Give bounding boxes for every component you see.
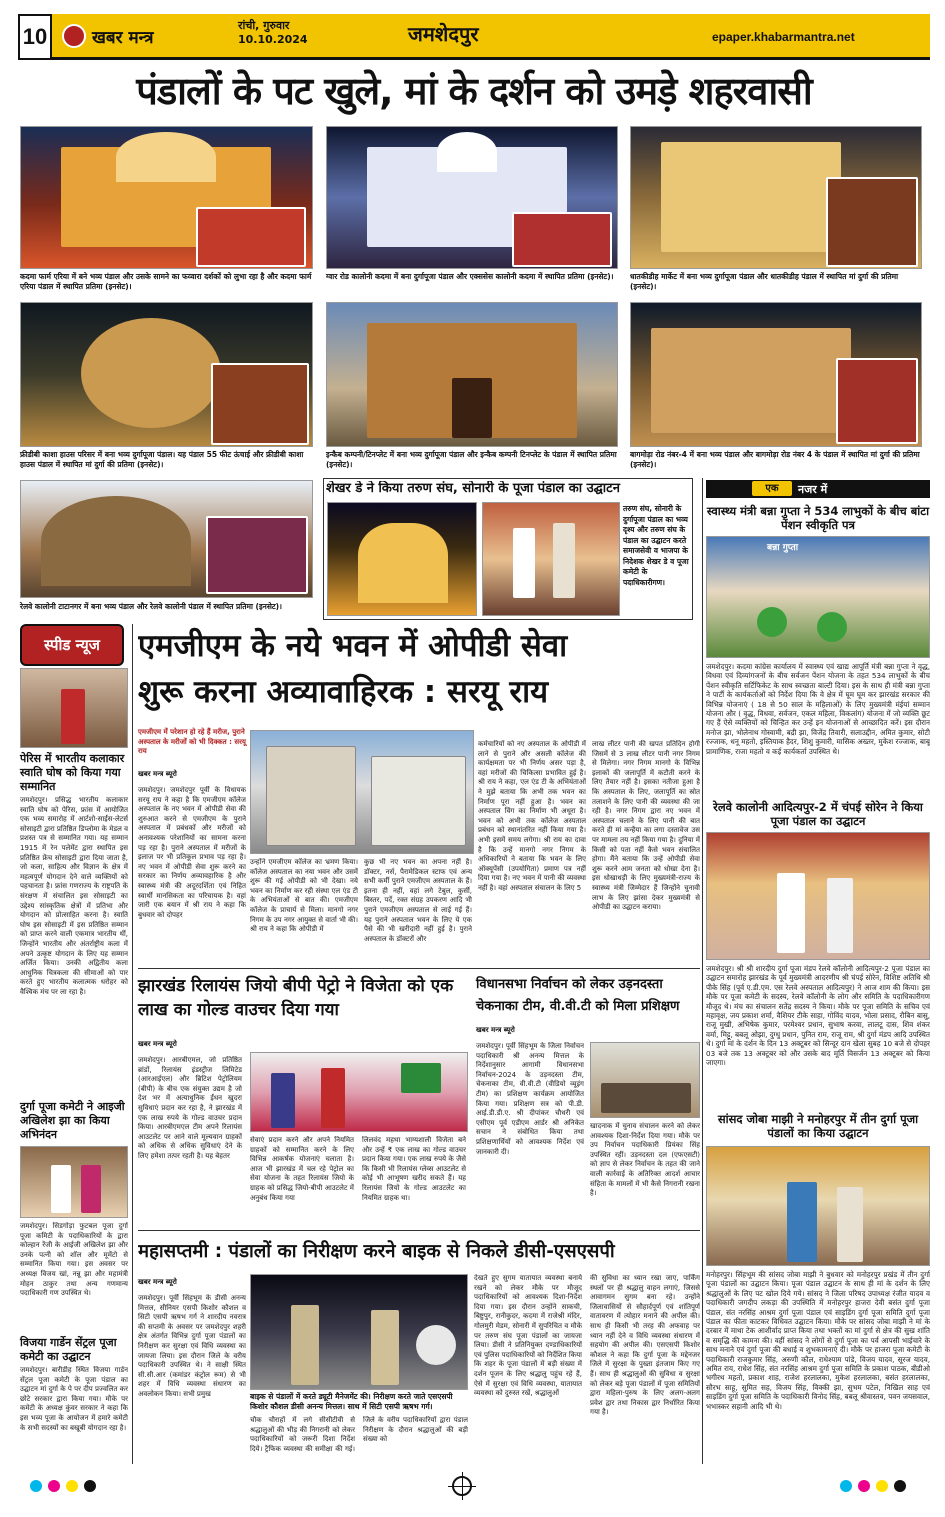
election-headline: विधानसभा निर्वाचन को लेकर उड़नदस्ता चेकनाका टीम, वी.वी.टी को मिला प्रशिक्षण [476,977,680,1014]
reliance-byline: खबर मन्त्र ब्यूरो [138,1040,177,1048]
reliance-col-2: सेवाएं प्रदान करने और अपने नियमित ग्राहकों को सम्मानित करने के लिए विभिन्न आकर्षक योजनाएं चलाता है। आज भी झारखंड में चल रहे पेट्रोल का सेवा योजना के तहत रिलायंस जियो के ग्राहक को प्रसिद्ध जियो-बीपी आउटलेट में अनुबंध किया गया [250,1136,354,1202]
footer-registration-marks [0,1468,945,1508]
mahasaptami-col-2: चौक चौराहों में लगे सीसीटीवी से श्रद्धालुओं की भीड़ की निगरानी को लेकर पदाधिकारियों को जरूरी दिशा निर्देश दिये। ट्रैफिक व्यवस्था की समीक्षा की गई। जिले के वरीय पदाधिकारियों द्वारा पंडाल निरीक्षण के दौरान श्रद्धालुओं की बड़ी संख्या को [250,1416,468,1453]
mahasaptami-col-1: जमशेदपुर। पूर्वी सिंहभूम के डीसी अनन्य मित्तल, सीनियर एसपी किशोर कौशल व सिटी एसपी ऋषभ गर्ग ने शारदीय नवरात्र की सप्तमी के अवसर पर जमशेदपुर शहरी क्षेत्र अंतर्गत विभिन्न दुर्गा पूजा पंडालों का निरीक्षण कर सुरक्षा एवं विधि व्यवस्था का जायजा लिया। इस दौरान जिले के वरीय पदाधिकारी उपस्थित थे। ने साक्षी स्थित सी.सी.आर (कमांडर कंट्रोल रूम) से भी शहर में विधि व्यवस्था संधारण का अवलोकन किया। सभी प्रमुख [138,1294,246,1398]
caption-railway-colony: रेलवे कालोनी टाटानगर में बना भव्य पंडाल और रेलवे कालोनी पंडाल में स्थापित प्रतिमा (इनसेट)। [20,602,282,611]
swati-ghosh-photo [20,668,128,748]
mgm-building-photo [250,730,474,854]
shekhar-headline: शेखर डे ने किया तरुण संघ, सोनारी के पूजा पंडाल का उद्घाटन [326,481,620,496]
caption-frndb: फ्रीडीबी काशा हाउस परिसर में बना भव्य दुर्गापूजा पंडाल। यह पंडाल 55 फीट ऊंचाई और फ्रीडीबी काशा हाउस पंडाल में स्थापित मां दुर्गा की प्रतिमा (इनसेट)। [20,450,304,469]
mgm-bullet-text: एमजीएम में परेशान हो रहे हैं मरीज, पुराने अस्पताल के मरीजों को भी दिक्कत : सरयू राय [138,728,246,755]
railway-body: जमशेदपुर। श्री श्री शारदीय दुर्गा पूजा मंडप रेलवे कॉलोनी आदित्यपुर-2 पूजा पंडाल का उद्घाटन समारोह झारखंड के पूर्व मुख्यमंत्री आदरणीय श्री चंपई सोरेन, विशिष्ट अतिथि श्री पीके सिंह (पूर्व ए.डी.एम. एस रेलवे अस्पताल आदित्यपुर) ने आज शाम की किया। इस मौके पर पूजा कमेटी के सदस्य, रेलवे कॉलोनी के लोग और समिति के पदाधिकारीगण मौजूद थे। मंच का संचालन सतेंद्र सदस्य ने किया। मौके पर पूजा समिति के सचिव एवं महावृक्ष, जय प्रकाश शर्मा, वैशियर टीके साहा, गोविंद यादव, भोला प्रसाद, रौबिन बासु, राजू मुखी, अभिषेक कुमार, परमेश्वर प्रधान, सुभाष करवा, लालटू दास, शिव शंकर वर्मा, मिट्टू, बबलू ओझा, दुग्धु प्रधान, पुनित राम, राजू राम, श्री दुर्गा मंडप आदि उपस्थित थे। दुर्गा मां के दर्शन के दिन 13 अक्टूबर को सिन्दूर दान खेला सुबह 10 बजे से दोपहर 03 बजे तक 13 अक्टूबर को और उसके बाद मूर्ति विसर्जन 13 अक्टूबर को किया जाएगा। [706,964,930,1068]
banna-gupta-photo [706,536,930,658]
joba-majhi-photo [706,1146,930,1266]
mahasaptami-col-4: की सुविधा का ध्यान रखा जाए, पार्किंग स्थलों पर ही श्रद्धालु वाहन लगाएं, जिससे आवागमन सुगम बना रहे। उन्होंने जिलावासियों से सौहार्दपूर्ण एवं शांतिपूर्ण वातावरण में त्योहार मनाने की अपील की। साथ ही किसी भी तरह की अफवाह पर ध्यान नहीं देने व विधि व्यवस्था संधारण में सहयोग की अपील की। एसएसपी किशोर कौशल ने कहा कि दुर्गा पूजा के मद्देनजर जिले में सुरक्षा के पुख्ता इंतजाम किए गए हैं। साथ ही श्रद्धालुओं की सुविधा व सुरक्षा को लेकर बड़े पूजा पंडालों में पूजा समितियों द्वारा महिला-पुरुष के लिए अलग-अलग प्रवेश द्वार तथा निकास द्वार निर्धारित किया गया है। [590,1274,700,1417]
mgm-byline: खबर मन्त्र ब्यूरो [138,770,177,778]
incab-pandal-photo [326,302,618,447]
reliance-col-3: लिलवंद महथा भाग्यशाली विजेता बने और उन्हें ₹ एक लाख का गोल्ड वाउचर प्रदान किया गया। एक लाख रुपये के जैसे कि किसी भी रिलायंस ग्लेव्स आउटलेट से कोई भी आभूषण खरीद सकते हैं। यह रिलायंस जियो के गोल्ड आउटलेट का नियमित ग्राहक था। [362,1136,466,1202]
epaper-url[interactable]: epaper.khabarmantra.net [712,30,855,44]
registration-crosshair-icon [452,1476,472,1496]
mgm-headline-1: एमजीएम के नये भवन में ओपीडी सेवा [138,628,568,664]
page-number-box [18,14,52,60]
mgm-col-4: कर्मचारियों को नए अस्पताल के ओपीडी में लाने से पुराने और असली कॉलेज की कार्यक्षमता पर भी निर्णय असर पड़ा है, वहां मरीजों की चिकित्सा प्रभावित हुई है। श्री राय ने कहा, एल एंड टी के अभियंताओं ने मुझे बताया कि अभी तक भवन का निर्माण पूरा नहीं हुआ है। भवन का अस्पताल विंग का निर्माण भी अधूरा है। भवन को अभी तक कॉलेज अस्पताल प्रबंधन को स्थानांतरित नहीं किया गया है। अभी इसमें समय लगेगा। श्री राय का दावा है कि उन्हें मानगो नगर निगम के अधिकारियों ने बताया कि भवन के लिए ऑक्यूपेंसी (उपयोगिता) प्रमाण पत्र नहीं दिया गया है। नए भवन में पानी की व्यवस्था नहीं है। वहां अस्पताल संचालन के लिए 5 [478,740,586,892]
mahasaptami-col-3: देखते हुए सुगम यातायात व्यवस्था बनाये रखने को लेकर मौके पर मौजूद पदाधिकारियों को आवश्यक दिशा-निर्देश दिया गया। इस दौरान उन्होंने साकची, बिष्टुपुर, रानीकुदर, कदमा में राजेश्री मंदिर, गोलमुरी मेडम, सोनारी में सुपरिचित व मौके पर तरुण संघ पूजा पंडालों का जायजा लिया। डीसी ने प्रतिनियुक्त दण्डाधिकारियों एवं पुलिस पदाधिकारियों को निर्देशित किया कि शहर के पूजा पंडालों में बड़ी संख्या में दर्शन पूजन के लिए श्रद्धालु पहुंच रहे हैं, ऐसे में सुरक्षा एवं विधि व्यवस्था, यातायात व्यवस्था को दुरुस्त रखें, श्रद्धालुओं [474,1274,582,1398]
mgm-bullet [138,728,248,757]
railway-colony-pandal-photo [20,480,313,598]
brand-name: खबर मन्त्र [92,27,154,48]
mahasaptami-byline: खबर मन्त्र ब्यूरो [138,1278,177,1286]
ek-nazar-body: जमशेदपुर। कदमा कांग्रेस कार्यालय में स्वास्थ्य एवं खाद्य आपूर्ति मंत्री बन्ना गुप्ता ने वृद्ध, विधवा एवं दिव्यांगजनों के बीच सर्वजन पेंशन योजना के तहत 534 लाभुकों के बीच पेंशन स्वीकृति सर्टिफिकेट के साथ स्वच्छता बाल्टी दिया। इस के साथ ही मंत्री बन्ना गुप्ता ने पार्टी के कार्यकर्ताओं को निर्देश दिया कि वे क्षेत्र में घूम घूम कर झारखंड सरकार की विभिन्न योजनाएं ( 18 से 50 साल के महिलाओं) के लिए मुख्यमंत्री मंईयां सम्मान योजना और ( वृद्ध, विधवा, सर्वजन, एकल महिला, विकलांग) योजना में जो व्यक्ति छूट गए हैं ऐसे व्यक्तियों को चिन्हित कर उन्हें इन योजनाओं से आच्छादित करें। इस दौरान मनोज झा, भोलेनाथ गोस्वामी, बद्री झा, विजेंद्र तिवारी, सलाउद्दीन, अमित कुमार, सोटी रज्जाक, धनू महतो, इस्तियाक हैदर, शिशु कुमारी, मासिक अख्तर, मुकेश रज्जाक, बाबू प्रामाणिक, राजा महतो व कई कार्यकर्ता उपस्थित थे। [706,662,930,756]
edition-name: जमशेदपुर [408,22,479,46]
caption-incab: इन्कैब कम्पनी/टिनप्लेट में बना भव्य दुर्गापूजा पंडाल और इन्कैब कम्पनी टिनप्लेट के पंडाल में स्थापित प्रतिमा (इनसेट)। [326,450,617,469]
tarun-sangh-pandal-photo [327,502,477,616]
issue-date: 10.10.2024 [238,33,308,46]
ek-tag: एक [752,481,792,496]
banna-gupta-banner: बन्ना गुप्ता [767,543,799,553]
lead-headline: पंडालों के पट खुले, मां के दर्शन को उमड़े शहरवासी [136,69,812,113]
gwar-road-pandal-photo [326,126,618,269]
reliance-col-1: जमशेदपुर। आरबीएमल, जो प्रतिष्ठित ब्रांडों, रिलायंस इंडस्ट्रीज लिमिटेड (आरआईएल) और ब्रिटिश पेट्रोलियम (बीपी) के बीच एक संयुक्त उद्यम है जो देश भर में अत्याधुनिक ईंधन खुदरा सुविधाएं प्रदान कर रहा है, ने झारखंड में एक लाख रुपये के गोल्ड वाउचर प्रदान किया। आरबीएमएल टीम अपने रिलायंस आउटलेट पर आने वाले मूल्यवान ग्राहकों को अधिक से अधिक सुविधाएं देने के लिए हमेशा तत्पर रहती है। यह बेहतर [138,1056,242,1160]
mgm-col-1: जमशेदपुर। जमशेदपुर पूर्वी के विधायक सरयू राय ने कहा है कि एमजीएम कॉलेज अस्पताल के नए भवन में ओपीडी सेवा की शुरुआत करने से एमजीएम के पुराने अस्पताल में प्रबंधकों और मरीजों को अनावश्यक परेशानियों का सामना करना पड़ रहा है। पुराने अस्पताल में मरीजों के इलाज पर भी प्रतिकूल प्रभाव पड़ रहा है। नए भवन में ओपीडी सेवा शुरू करने का सरकार का निर्णय अव्यावहारिक है और स्वास्थ्य मंत्री की अदूरदर्शिता एवं निहित स्वार्थी मानसिकता का परिचायक है। वहां जारी एक बयान में श्री राय ने कहा कि बुधवार को दोपहर [138,786,246,919]
section-divider-mahasaptami [138,1230,700,1231]
brand-logo [62,24,154,48]
mahasaptami-photo-caption: बाइक से पंडालों में करते ड्यूटी मैनेजमेंट की। निरीक्षण करते जाते एसएसपी किशोर कौशल डीसी अनन्य मित्तल। साथ में सिटी एसपी ऋषभ गर्ग। [250,1392,453,1411]
election-byline: खबर मन्त्र ब्यूरो [476,1026,515,1034]
dc-ssp-bike-photo [250,1274,468,1390]
durga-committee-headline: दुर्गा पूजा कमेटी ने आइजी अखिलेश झा का किया अभिनंदन [20,1100,125,1141]
mgm-col-5: लाख लीटर पानी की खपत प्रतिदिन होगी जिसमें से 3 लाख लीटर पानी नगर निगम से मिलेगा। नगर निगम मानगो के विभिन्न इलाकों की जलापूर्ति में कटौती करने के लिए तैयार नहीं है। इसका नतीजा हुआ है कि अस्पताल के लिए, जलापूर्ति का स्रोत तलाशने के लिए पानी की व्यवस्था की जा रही है। नगर निगम द्वारा नए भवन में अस्पताल चलाने के लिए पानी की बात करते ही मां कन्हैया का लगा दस्तावेज उस पर मामला तय नहीं किया गया है। दुनिया में किसी को पता नहीं कैसे भवन संचालित होगा। मैंने बताया कि उन्हें ओपीडी सेवा शुरू करने आम जनता को धोखा देना है। इस धोखाधड़ी के लिए मुख्यमंत्री-राज्य के स्वास्थ्य मंत्री जिम्मेदार हैं जिन्होंने चुनावी लाभ के लिए झांसा देकर मुख्यमंत्री से ओपीडी का उद्घाटन कराया। [592,740,700,912]
reliance-winner-photo [250,1052,468,1132]
paris-headline: पेरिस में भारतीय कलाकार स्वाति घोष को किया गया सम्मानित [20,752,125,793]
right-column-divider [702,478,703,1464]
logo-icon [62,24,86,48]
city-day: रांची, गुरुवार [238,19,290,32]
durga-committee-body: जमशेदपुर। सिडगोड़ा फुटबल पूजा दुर्गा पूजा कमिटी के पदाधिकारियों के द्वारा कोल्हान रेंजी के आईजी अखिलेश झा और उनके पत्नी को शॉल और मूमेंटो से सम्मानित किया गया। इस अवसर पर अध्यक्ष विजय खां, नन्नू झा और महामंत्री मोहन ठाकुर तथा अन्य गणमान्य पदाधिकारी गण उपस्थित थे। [20,1222,128,1298]
champai-soren-photo [706,832,930,960]
dateline [238,18,308,46]
bagmoda-pandal-photo [630,302,922,447]
caption-bagmoda: बागमोड़ा रोड नंबर-4 में बना भव्य पंडाल और बागमोड़ा रोड नंबर 4 के पंडाल में स्थापित मां दुर्गा की प्रतिमा (इनसेट)। [630,450,920,469]
mahasaptami-headline: महासप्तमी : पंडालों का निरीक्षण करने बाइक से निकले डीसी-एसएसपी [138,1241,615,1262]
akhilesh-jha-photo [20,1146,128,1218]
joba-headline: सांसद जोबा माझी ने मनोहरपुर में तीन दुर्गा पूजा पंडालों का किया उद्घाटन [717,1112,919,1140]
paris-body: जमशेदपुर। प्रसिद्ध भारतीय कलाकार स्वाति घोष को पेरिस, फ्रांस में आयोजित एक भव्य समारोह में आर्टशो-साईंस-लेटर्स सोसाइटी द्वारा प्रतिष्ठित डिप्लोमा के मेडल व प्रशस्त पत्र से सम्मानित गया। यह सम्मान 1915 में रेन पलेमेंट द्वारा स्थापित इस प्रतिष्ठित फ्रेंच सोसाइटी द्वारा दिया जाता है, जो कला, साहित्य और विज्ञान के क्षेत्र में महत्वपूर्ण योगदान देने वाले व्यक्तियों को पहचानता है। फ्रांस गणराज्य के राष्ट्रपति के संरक्षण में संचालित इस सोसाइटी का उद्देश्य सांस्कृतिक क्षेत्रों में प्रतिभा और योगदान को प्रोत्साहित करना है। स्वाति घोष इस सोसाइटी में इस प्रतिष्ठित सम्मान को प्राप्त करने वाली एकमात्र भारतीय थीं, जिन्होंने भारतीय और अंतर्राष्ट्रीय कला में अपने उत्कृष्ट योगदान के लिए यह सम्मान अर्जित किया। उनकी अद्वितीय कला आधुनिक चित्रकला की सीमाओं को पार करते हुए भारतीय कलात्मक धरोहर को वैश्विक मंच पर ला रहा है। [20,796,128,996]
frndb-pandal-photo [20,302,313,447]
shekhar-caption: तरुण संघ, सोनारी के दुर्गापूजा पंडाल का भव्य दृश्य और तरुण संघ के पंडाल का उद्घाटन करते समाजसेवी व भाजपा के निदेशक शेखर डे व पूजा कमेटी के पदाधिकारीगण। [623,504,689,587]
speed-news-label: स्पीड न्यूज [44,636,100,654]
caption-gwar-road: ग्वार रोड कालोनी कदमा में बना दुर्गापूजा पंडाल और एक्ससेस कालोनी कदमा में स्थापित प्रतिमा (इनसेट)। [326,272,614,281]
nazar-tag: नजर में [798,483,828,496]
reliance-headline: झारखंड रिलायंस जियो बीपी पेट्रो ने विजेता को एक लाख का गोल्ड वाउचर दिया गया [138,976,454,1020]
speed-news-badge [20,624,124,666]
mgm-col-2: उन्होंने एमजीएम कॉलेज का भ्रमण किया। कॉलेज अस्पताल का नया भवन और उसमें शुरू की गई ओपीडी को भी देखा। नये भवन का निर्माण कर रही संस्था एल एंड टी के अभियंताओं से बात की। एमजीएम कॉलेज के प्राचार्य से मिला। मानगो नगर निगम के उप नगर आयुक्त से वार्ता भी की। श्री राय ने कहा कि ओपीडी में [250,858,358,934]
ek-nazar-headline: स्वास्थ्य मंत्री बन्ना गुप्ता ने 534 लाभुकों के बीच बांटा पेंशन स्वीकृति पत्र [706,504,930,532]
vijaya-body: जमशेदपुर। बारीडीह स्थित विजया गार्डन सेंट्रल पूजा कमेटी के पूजा पंडाल का उद्घाटन मां दुर्गा के पे पर दीप प्रज्वलित कर छोटे सरकार द्वारा किया गया। मौके पर कमेटी के अध्यक्ष कुंवर सरकार ने कहा कि इस भव्य पूजा के आयोजन में हमारे कमेटी के सभी सदस्यों का बखूबी योगदान रहा है। [20,1366,128,1432]
election-training-photo [590,1042,700,1118]
mgm-headline-2: शुरू करना अव्यावाहिरक : सरयू राय [138,674,549,710]
dhatkidih-pandal-photo [630,126,922,269]
column-divider [132,624,133,1464]
shekhar-inauguration-photo [482,502,620,616]
section-divider-reliance [138,968,700,969]
page-number: 10 [22,24,48,49]
kadma-pandal-photo [20,126,313,269]
railway-headline: रेलवे कालोनी आदित्यपुर-2 में चंपई सोरेन ने किया पूजा पंडाल का उद्घाटन [713,800,923,828]
joba-body: मनोहरपुर। सिंहभूम की सांसद जोबा माझी ने बुधवार को मनोहरपुर प्रखंड में तीन दुर्गा पूजा पंडालों का उद्घाटन किया। पूजा पंडाल उद्घाटन के साथ ही मां के दर्शन के लिए श्रद्धालुओं के लिए पट खोल दिये गये। सांसद ने जिला परिषद उपाध्यक्ष रंजीत यादव व पदाधिकारी जगदीप लकड़ा की उपस्थिति में मनोहरपुर हाजरा देवी बसंत दुर्गा पूजा पंडाल, संत नरसिंह आश्रम दुर्गा पूजा पंडाल एवं साइडिंग दुर्गा पूजा समिति दुर्गा पूजा पंडाल का फीता काटकर विधिवत उद्घाटन किया। मौके पर सांसद जोबा माझी ने मां के दरबार में माथा टेक आशीर्वाद प्राप्त किया तथा भक्तों का मां दुर्गा से क्षेत्र की सुख शांति व समृद्धि की कामना की। वहीं सांसद ने लोगों से दुर्गा पूजा का पर्व आपसी भाईचारे के साथ मनाने एवं दुर्गा पूजा की बधाई व शुभकामनाएं दी। मौके पर हाजरा पूजा कमेटी के पदाधिकारी राजकुमार सिंह, अरुणी कौल, राधेश्याम पांडे, विजय यादव, सूरज यादव, अमित राय, राधेश सिंह, संत नरसिंह आश्रम दुर्गा पूजा समिति के प्रकाश पाठक, बीडीओ भगीरथ महतो, प्रकाश शाह, राजेश हरलालका, मुकेश हरलालका, बसंत हरलालका, सौरभ साहू, सुमित सह, विजय सिंह, विक्की झा, सुभम पटेल, निखिल साह एवं साइडिंग दुर्गा पूजा समिति के पदाधिकारी विनोद सिंह, बबलू श्रीवास्तव, पवन जयसवाल, भभास्कर सहानी आदि भी थे। [706,1270,930,1411]
election-col-2: खादनाक में चुनाव संचालन करने को लेकर आवश्यक दिशा-निर्देश दिया गया। मौके पर उप निर्वाचन पदाधिकारी प्रियंका सिंह उपस्थित रहीं। उड़नदस्ता दल (एफएसटी) को ज्ञाप से लेकर निर्वाचन के तहत की जाने वाली कार्रवाई के अतिरिक्त आदर्श आचार संहिता के मामलों में भी कैसे निगरानी रखना है। [590,1122,700,1198]
mgm-col-3: कुछ भी नए भवन का अपना नहीं है। डॉक्टर, नर्स, पैरामेडिकल स्टाफ एवं अन्य सभी कर्मी पुराने एमजीएम अस्पताल के हैं। इतना ही नहीं, वहां लगे टेबुल, कुर्सी, बिस्तर, पर्दे, रक्त संग्रह उपकरण आदि भी पुराने एमजीएम अस्पताल से लाई गई हैं। यह पुराने अस्पताल भवन के लिए ये एक पैसे की भी खरीदारी नहीं हुई है। पुराने अस्पताल के डॉक्टरों और [364,858,472,943]
caption-kadma: कदमा फार्म एरिया में बने भव्य पंडाल और उसके सामने का फव्वारा दर्शकों को लुभा रहा है और कदमा फार्म एरिया पंडाल में स्थापित प्रतिमा (इनसेट)। [20,272,312,291]
election-col-1: जमशेदपुर। पूर्वी सिंहभूम के जिला निर्वाचन पदाधिकारी श्री अनन्य मित्तल के निर्देशानुसार आगामी विधानसभा निर्वाचन-2024 के उड़नदस्ता टीम, चेकनाका टीम, वी.वी.टी (वीडियो व्यूइंग टीम) का प्रशिक्षण कार्यक्रम आयोजित किया गया। प्रशिक्षण सत्र को पी.डी. आई.डी.डी.ए. श्री दीपांकर चौधरी एवं एसीएम पूर्व एडीएम आर्डर श्री अनिकेत सचान ने संबोधित किया तथा प्रशिक्षणार्थियों को आवश्यक निर्देश एवं जानकारी दी। [476,1042,584,1156]
vijaya-headline: विजया गार्डेन सेंट्रल पूजा कमेटी का उद्घाटन [20,1336,117,1363]
caption-dhatkidih: धातकीडीह मार्केट में बना भव्य दुर्गापूजा पंडाल और धातकीडीह पंडाल में स्थापित मां दुर्गा की प्रतिमा (इनसेट)। [630,272,899,291]
